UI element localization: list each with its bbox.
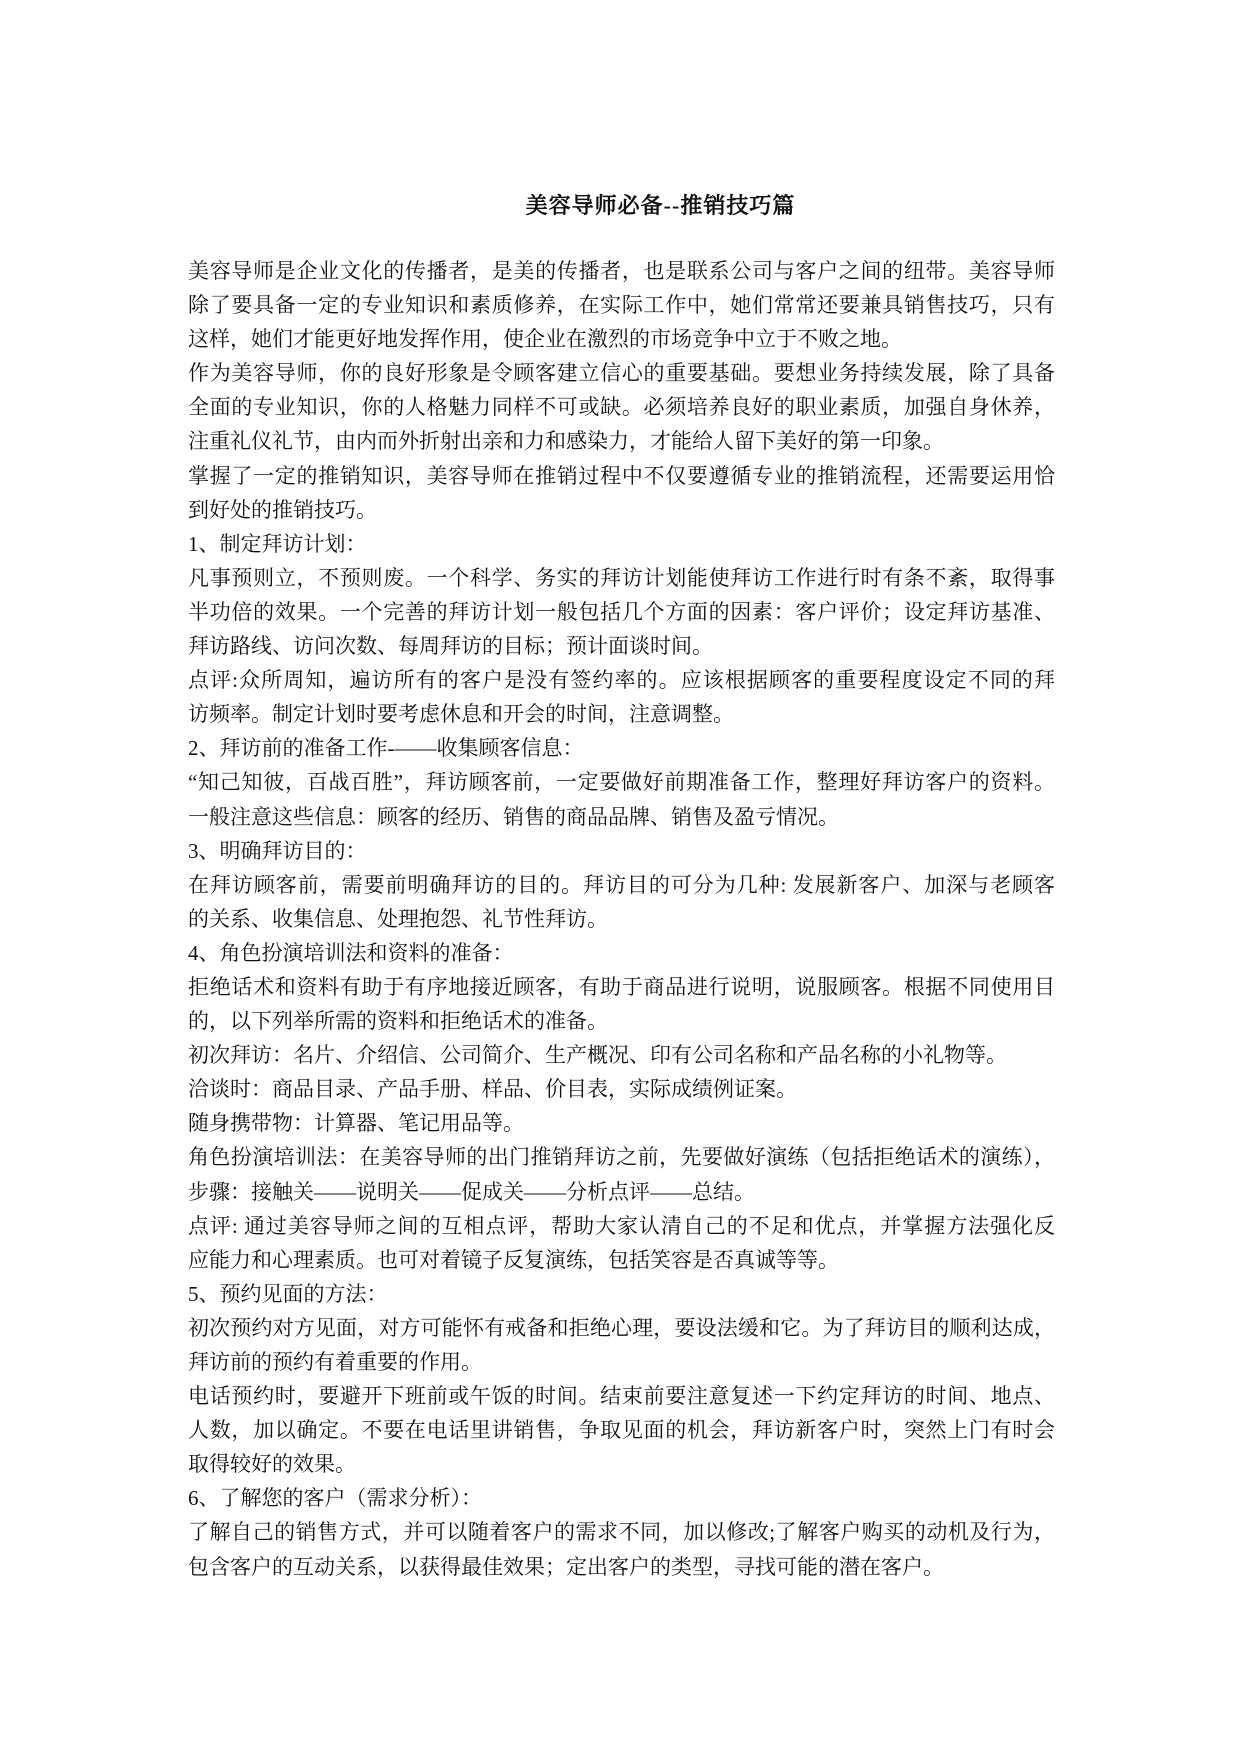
text-line: 全面的专业知识，你的人格魅力同样不可或缺。必须培养良好的职业素质，加强自身休养， (188, 395, 1055, 420)
text-line: 这样，她们才能更好地发挥作用，使企业在激烈的市场竞争中立于不败之地。 (188, 327, 902, 352)
section-heading: 4、角色扮演培训法和资料的准备： (188, 940, 514, 965)
section-heading: 6、了解您的客户（需求分析）： (188, 1486, 482, 1511)
text-line: 点评: 通过美容导师之间的互相点评，帮助大家认清自己的不足和优点，并掌握方法强化反 (188, 1213, 1055, 1238)
text-line: 凡事预则立，不预则废。一个科学、务实的拜访计划能使拜访工作进行时有条不紊，取得事 (188, 565, 1055, 590)
text-line: 人数，加以确定。不要在电话里讲销售，争取见面的机会，拜访新客户时，突然上门有时会 (188, 1418, 1055, 1443)
text-line: 应能力和心理素质。也可对着镜子反复演练，包括笑容是否真诚等等。 (188, 1247, 839, 1272)
text-line: 初次预约对方见面，对方可能怀有戒备和拒绝心理，要设法缓和它。为了拜访目的顺利达成， (188, 1315, 1055, 1340)
text-line: 的，以下列举所需的资料和拒绝话术的准备。 (188, 1009, 608, 1034)
text-line: 步骤：接触关——说明关——促成关——分析点评——总结。 (188, 1179, 755, 1204)
text-line: 洽谈时：商品目录、产品手册、样品、价目表，实际成绩例证案。 (188, 1077, 797, 1102)
text-line: 的关系、收集信息、处理抱怨、礼节性拜访。 (188, 906, 608, 931)
text-line: 注重礼仪礼节，由内而外折射出亲和力和感染力，才能给人留下美好的第一印象。 (188, 429, 944, 454)
text-line: 除了要具备一定的专业知识和素质修养，在实际工作中，她们常常还要兼具销售技巧，只有 (188, 293, 1055, 318)
text-line: 作为美容导师，你的良好形象是令顾客建立信心的重要基础。要想业务持续发展，除了具备 (188, 361, 1055, 386)
text-line: 到好处的推销技巧。 (188, 497, 377, 522)
text-line: 在拜访顾客前，需要前明确拜访的目的。拜访目的可分为几种: 发展新客户、加深与老顾客 (188, 872, 1055, 897)
text-line: “知己知彼，百战百胜”，拜访顾客前，一定要做好前期准备工作，整理好拜访客户的资料。 (188, 770, 1055, 795)
text-line: 半功倍的效果。一个完善的拜访计划一般包括几个方面的因素：客户评价；设定拜访基准、 (188, 599, 1055, 624)
section-heading: 2、拜访前的准备工作-——收集顾客信息： (188, 736, 584, 761)
section-heading: 3、明确拜访目的： (188, 838, 367, 863)
page-title: 美容导师必备--推销技巧篇 (525, 193, 796, 218)
text-line: 角色扮演培训法：在美容导师的出门推销拜访之前，先要做好演练（包括拒绝话术的演练）， (188, 1145, 1055, 1170)
text-line: 掌握了一定的推销知识，美容导师在推销过程中不仅要遵循专业的推销流程，还需要运用恰 (188, 463, 1055, 488)
text-line: 访频率。制定计划时要考虑休息和开会的时间，注意调整。 (188, 702, 734, 727)
text-line: 点评:众所周知，遍访所有的客户是没有签约率的。应该根据顾客的重要程度设定不同的拜 (188, 668, 1055, 693)
text-line: 拜访前的预约有着重要的作用。 (188, 1350, 482, 1374)
document-body (188, 254, 1055, 1584)
text-line: 拜访路线、访问次数、每周拜访的目标；预计面谈时间。 (188, 634, 713, 659)
text-line: 了解自己的销售方式，并可以随着客户的需求不同，加以修改;了解客户购买的动机及行为， (188, 1520, 1055, 1545)
text-line: 美容导师是企业文化的传播者，是美的传播者，也是联系公司与客户之间的纽带。美容导师 (188, 259, 1055, 283)
text-line: 电话预约时，要避开下班前或午饭的时间。结束前要注意复述一下约定拜访的时间、地点、 (188, 1384, 1055, 1409)
text-line: 包含客户的互动关系，以获得最佳效果；定出客户的类型，寻找可能的潜在客户。 (188, 1554, 944, 1579)
text-line: 初次拜访：名片、介绍信、公司简介、生产概况、印有公司名称和产品名称的小礼物等。 (188, 1043, 1007, 1068)
text-line: 取得较好的效果。 (188, 1452, 356, 1477)
section-heading: 1、制定拜访计划： (188, 531, 367, 556)
text-line: 一般注意这些信息：顾客的经历、销售的商品品牌、销售及盈亏情况。 (188, 804, 839, 829)
text-line: 随身携带物：计算器、笔记用品等。 (188, 1111, 524, 1136)
section-heading: 5、预约见面的方法： (188, 1281, 388, 1306)
text-line: 拒绝话术和资料有助于有序地接近顾客，有助于商品进行说明，说服顾客。根据不同使用目 (188, 974, 1055, 999)
